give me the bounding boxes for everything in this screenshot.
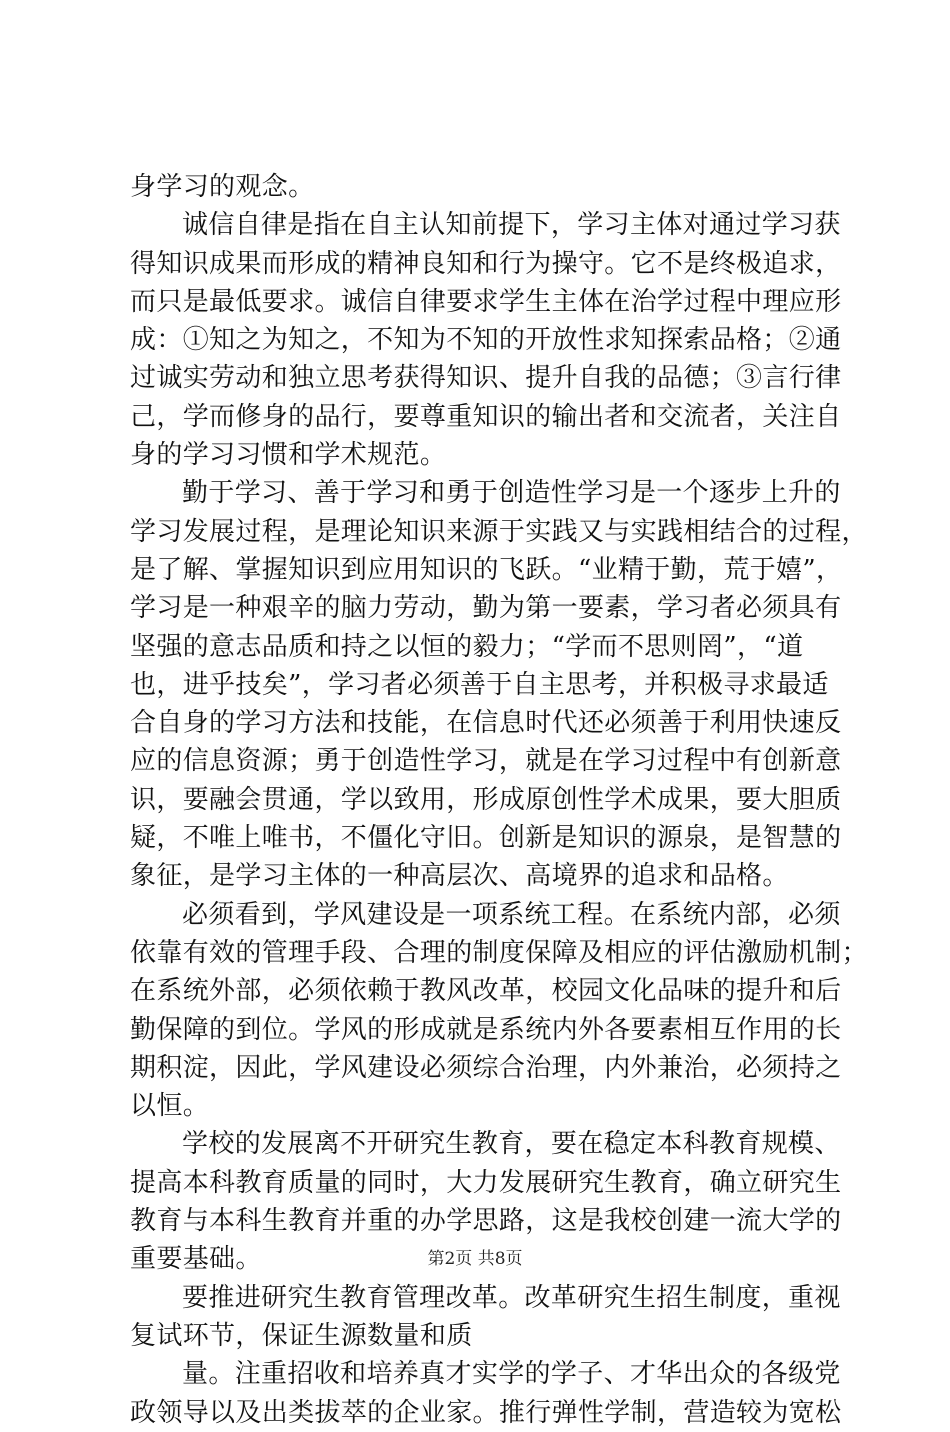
text-line: 身学习的观念。 (130, 172, 315, 202)
document-body (130, 168, 868, 1432)
text-line: 学校的发展离不开研究生教育，要在稳定本科教育规模、 (182, 1129, 841, 1160)
text-line: 合自身的学习方法和技能，在信息时代还必须善于利用快速反 (130, 708, 842, 739)
text-line: 期积淀，因此，学风建设必须综合治理，内外兼治，必须持之 (130, 1052, 842, 1083)
text-line: 象征，是学习主体的一种高层次、高境界的追求和品格。 (130, 861, 789, 892)
text-line: 学习发展过程，是理论知识来源于实践又与实践相结合的过程， (130, 516, 868, 547)
text-line: 应的信息资源；勇于创造性学习，就是在学习过程中有创新意 (130, 746, 842, 777)
text-line: 身的学习习惯和学术规范。 (130, 440, 447, 471)
text-line: 成：①知之为知之，不知为不知的开放性求知探索品格；②通 (130, 325, 842, 356)
text-line: 重要基础。 (130, 1244, 262, 1275)
text-line: 教育与本科生教育并重的办学思路，这是我校创建一流大学的 (130, 1206, 842, 1237)
text-line: 是了解、掌握知识到应用知识的飞跃。“业精于勤，荒于嬉”， (130, 554, 843, 585)
text-line: 疑，不唯上唯书，不僵化守旧。创新是知识的源泉，是智慧的 (130, 823, 842, 854)
text-line: 坚强的意志品质和持之以恒的毅力；“学而不思则罔”，“道 (130, 631, 804, 662)
text-line: 勤保障的到位。学风的形成就是系统内外各要素相互作用的长 (130, 1014, 842, 1045)
text-line: 复试环节，保证生源数量和质 (130, 1320, 473, 1351)
text-line: 量。注重招收和培养真才实学的学子、才华出众的各级党 (182, 1359, 841, 1390)
text-line: 在系统外部，必须依赖于教风改革，校园文化品味的提升和后 (130, 976, 842, 1007)
text-line: 政领导以及出类拔萃的企业家。推行弹性学制，营造较为宽松 (130, 1397, 842, 1428)
text-line: 诚信自律是指在自主认知前提下，学习主体对通过学习获 (182, 210, 841, 241)
text-line: 必须看到，学风建设是一项系统工程。在系统内部，必须 (182, 899, 841, 930)
text-line: 以恒。 (130, 1091, 210, 1122)
text-line: 也，进乎技矣”，学习者必须善于自主思考，并积极寻求最适 (130, 669, 829, 700)
text-line: 识，要融会贯通，学以致用，形成原创性学术成果，要大胆质 (130, 784, 842, 815)
page-number-footer: 第2页 共8页 (427, 1249, 523, 1269)
text-line: 己，学而修身的品行，要尊重知识的输出者和交流者，关注自 (130, 401, 842, 432)
text-line: 要推进研究生教育管理改革。改革研究生招生制度，重视 (182, 1282, 841, 1313)
text-line: 而只是最低要求。诚信自律要求学生主体在治学过程中理应形 (130, 286, 842, 317)
text-line: 学习是一种艰辛的脑力劳动，勤为第一要素，学习者必须具有 (130, 593, 842, 624)
text-line: 得知识成果而形成的精神良知和行为操守。它不是终极追求， (130, 248, 842, 279)
text-line: 勤于学习、善于学习和勇于创造性学习是一个逐步上升的 (182, 478, 841, 509)
text-line: 提高本科教育质量的同时，大力发展研究生教育，确立研究生 (130, 1167, 842, 1198)
text-line: 依靠有效的管理手段、合理的制度保障及相应的评估激励机制； (130, 937, 868, 968)
text-line: 过诚实劳动和独立思考获得知识、提升自我的品德；③言行律 (130, 363, 842, 394)
